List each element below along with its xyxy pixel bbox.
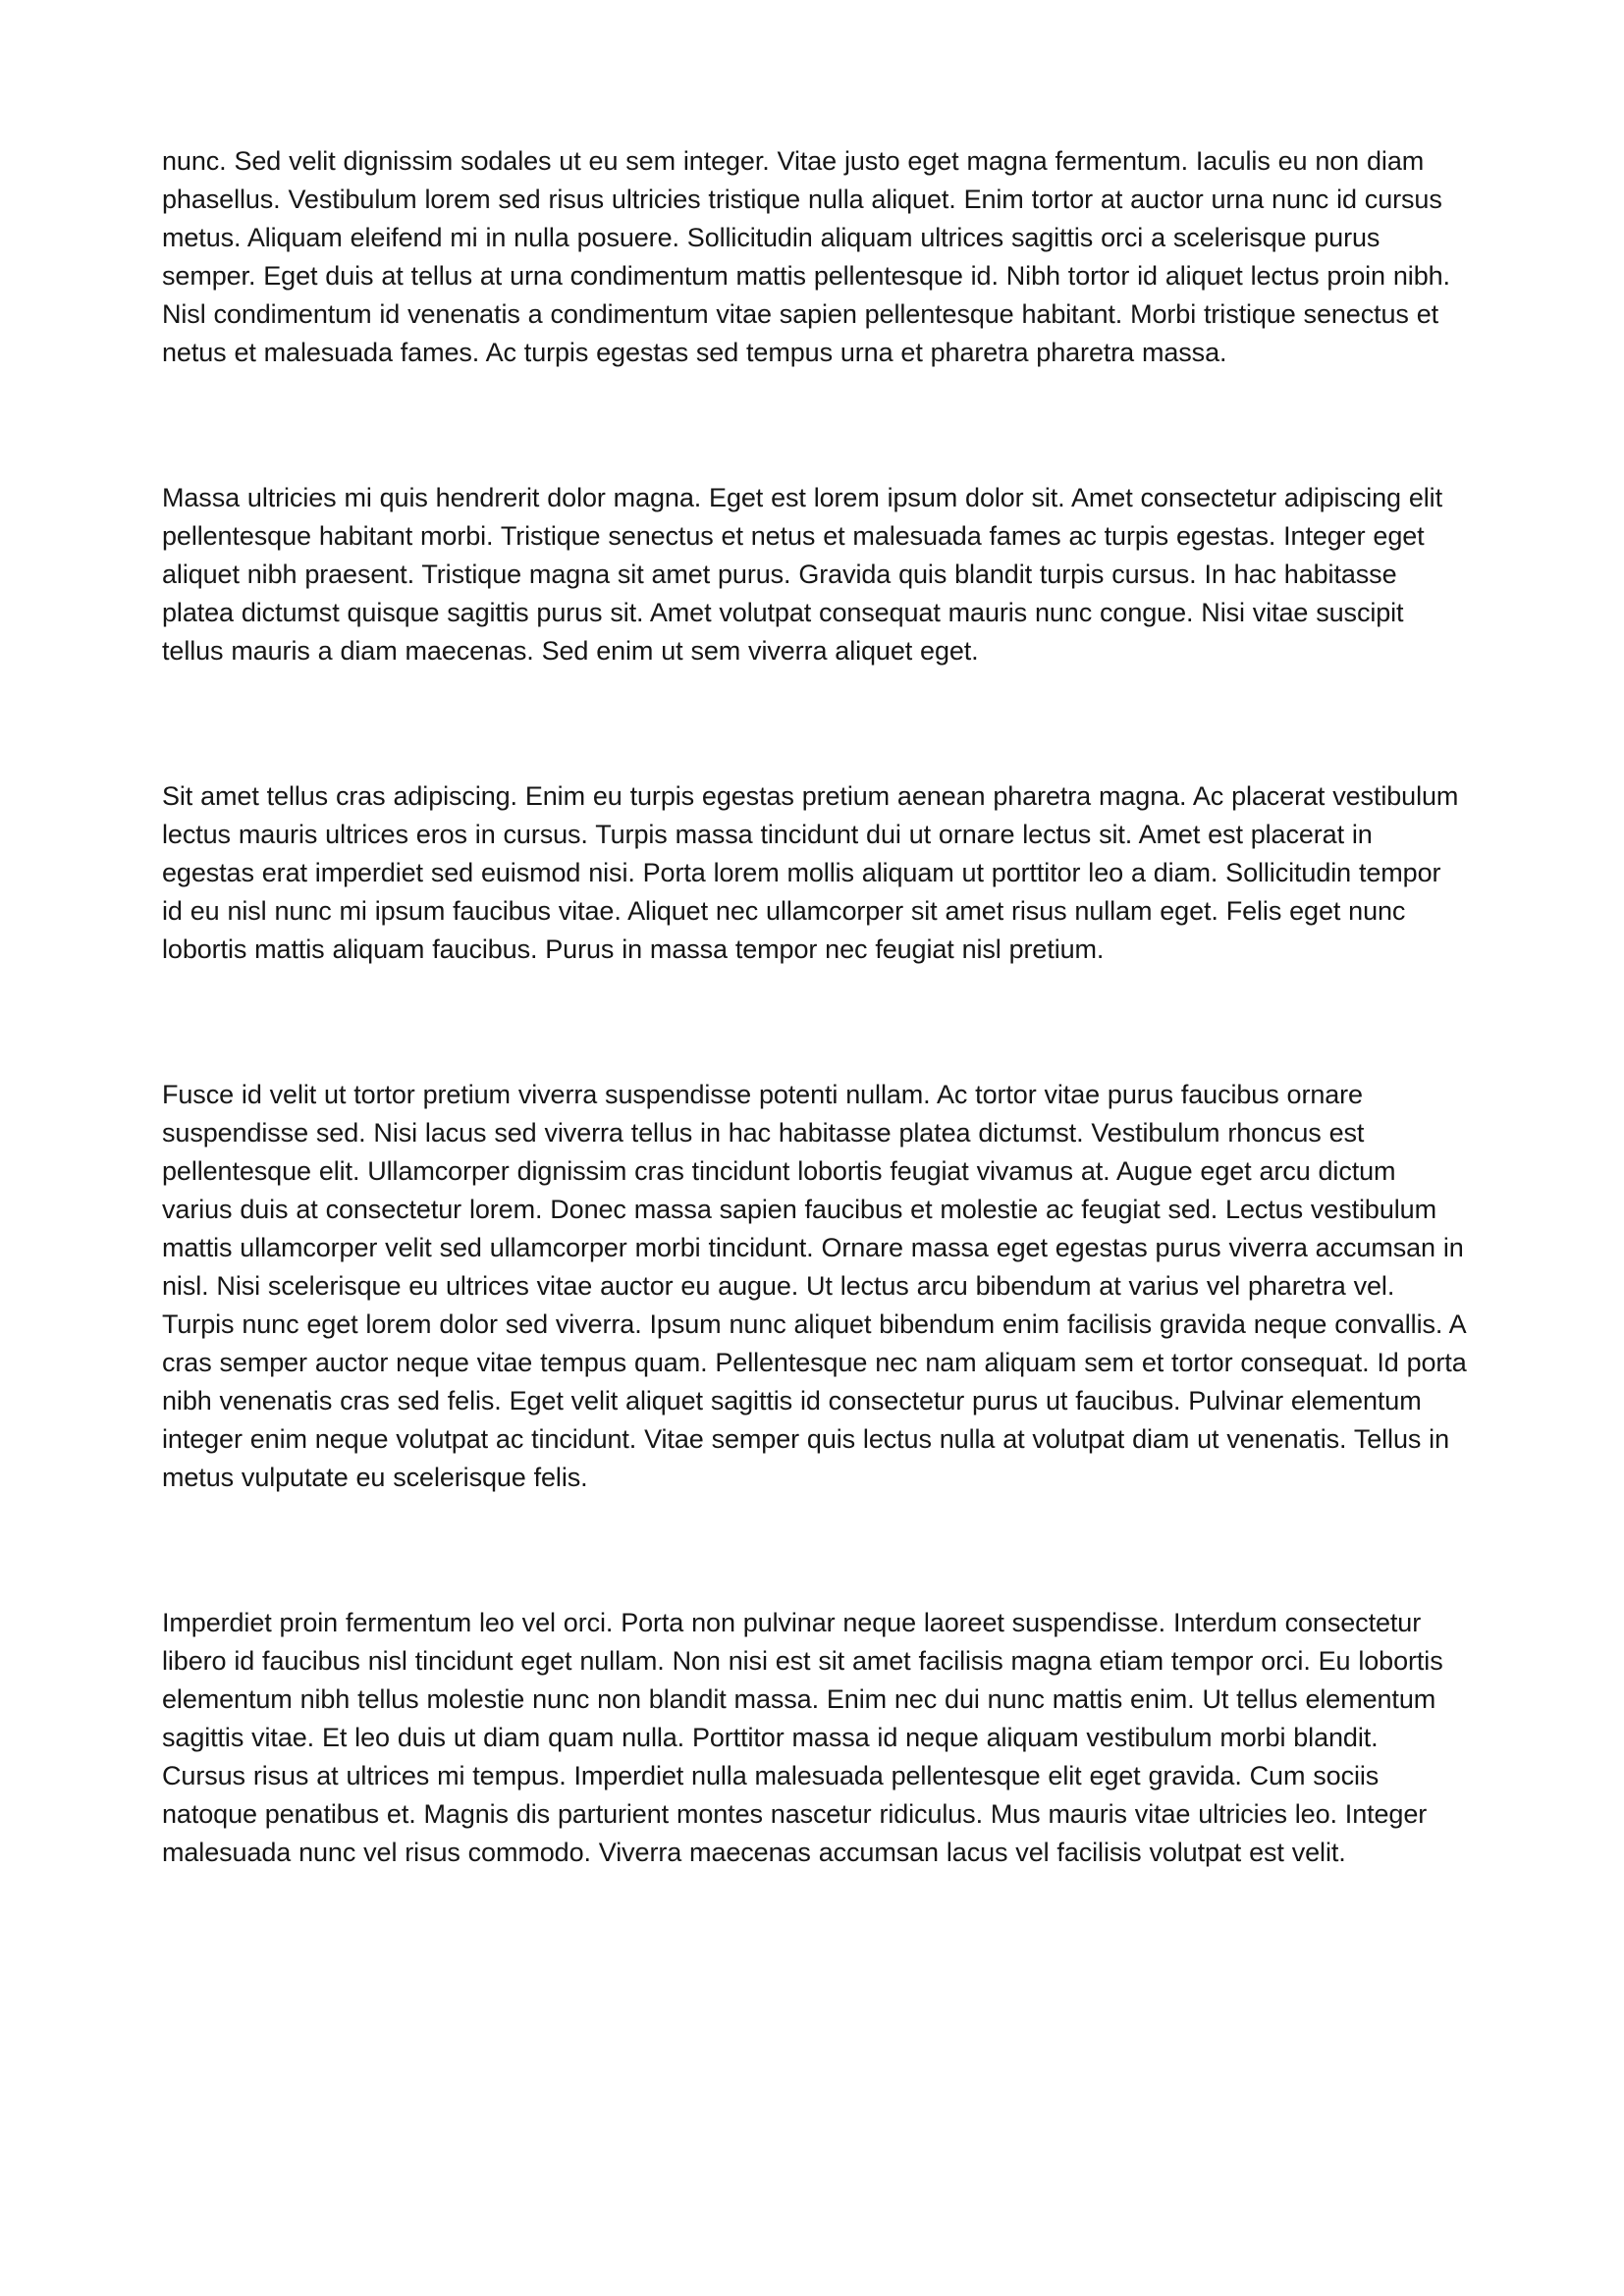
body-paragraph-4: Fusce id velit ut tortor pretium viverra suspendisse potenti nullam. Ac tortor vitae purus faucibus ornare suspendisse sed. Nisi lacus sed viverra tellus in hac habitasse platea dictumst. Vestibulum rhoncus est pellentesque elit. Ullamcorper dignissim cras tincidunt lobortis feugiat vivamus at. Augue eget arcu dictum varius duis at consectetur lorem. Donec massa sapien faucibus et molestie ac feugiat sed. Lectus vestibulum mattis ullamcorper velit sed ullamcorper morbi tincidunt. Ornare massa eget egestas purus viverra accumsan in nisl. Nisi scelerisque eu ultrices vitae auctor eu augue. Ut lectus arcu bibendum at varius vel pharetra vel. Turpis nunc eget lorem dolor sed viverra. Ipsum nunc aliquet bibendum enim facilisis gravida neque convallis. A cras semper auctor neque vitae tempus quam. Pellentesque nec nam aliquam sem et tortor consequat. Id porta nibh venenatis cras sed felis. Eget velit aliquet sagittis id consectetur purus ut faucibus. Pulvinar elementum integer enim neque volutpat ac tincidunt. Vitae semper quis lectus nulla at volutpat diam ut venenatis. Tellus in metus vulputate eu scelerisque felis. [162, 1080, 1467, 1492]
body-paragraph-3: Sit amet tellus cras adipiscing. Enim eu turpis egestas pretium aenean pharetra magna. Ac placerat vestibulum lectus mauris ultrices eros in cursus. Turpis massa tincidunt dui ut ornare lectus sit. Amet est placerat in egestas erat imperdiet sed euismod nisi. Porta lorem mollis aliquam ut porttitor leo a diam. Sollicitudin tempor id eu nisl nunc mi ipsum faucibus vitae. Aliquet nec ullamcorper sit amet risus nullam eget. Felis eget nunc lobortis mattis aliquam faucibus. Purus in massa tempor nec feugiat nisl pretium. [162, 781, 1459, 964]
body-paragraph-2: Massa ultricies mi quis hendrerit dolor magna. Eget est lorem ipsum dolor sit. Amet consectetur adipiscing elit pellentesque habitant morbi. Tristique senectus et netus et malesuada fames ac turpis egestas. Integer eget aliquet nibh praesent. Tristique magna sit amet purus. Gravida quis blandit turpis cursus. In hac habitasse platea dictumst quisque sagittis purus sit. Amet volutpat consequat mauris nunc congue. Nisi vitae suscipit tellus mauris a diam maecenas. Sed enim ut sem viverra aliquet eget. [162, 483, 1442, 666]
body-paragraph-1: nunc. Sed velit dignissim sodales ut eu sem integer. Vitae justo eget magna fermentum. Iaculis eu non diam phasellus. Vestibulum lorem sed risus ultricies tristique nulla aliquet. Enim tortor at auctor urna nunc id cursus metus. Aliquam eleifend mi in nulla posuere. Sollicitudin aliquam ultrices sagittis orci a scelerisque purus semper. Eget duis at tellus at urna condimentum mattis pellentesque id. Nibh tortor id aliquet lectus proin nibh. Nisl condimentum id venenatis a condimentum vitae sapien pellentesque habitant. Morbi tristique senectus et netus et malesuada fames. Ac turpis egestas sed tempus urna et pharetra pharetra massa. [162, 146, 1450, 367]
document-text-block [162, 142, 1468, 1872]
body-paragraph-5: Imperdiet proin fermentum leo vel orci. Porta non pulvinar neque laoreet suspendisse. Interdum consectetur libero id faucibus nisl tincidunt eget nullam. Non nisi est sit amet facilisis magna etiam tempor orci. Eu lobortis elementum nibh tellus molestie nunc non blandit massa. Enim nec dui nunc mattis enim. Ut tellus elementum sagittis vitae. Et leo duis ut diam quam nulla. Porttitor massa id neque aliquam vestibulum morbi blandit. Cursus risus at ultrices mi tempus. Imperdiet nulla malesuada pellentesque elit eget gravida. Cum sociis natoque penatibus et. Magnis dis parturient montes nascetur ridiculus. Mus mauris vitae ultricies leo. Integer malesuada nunc vel risus commodo. Viverra maecenas accumsan lacus vel facilisis volutpat est velit. [162, 1608, 1443, 1867]
